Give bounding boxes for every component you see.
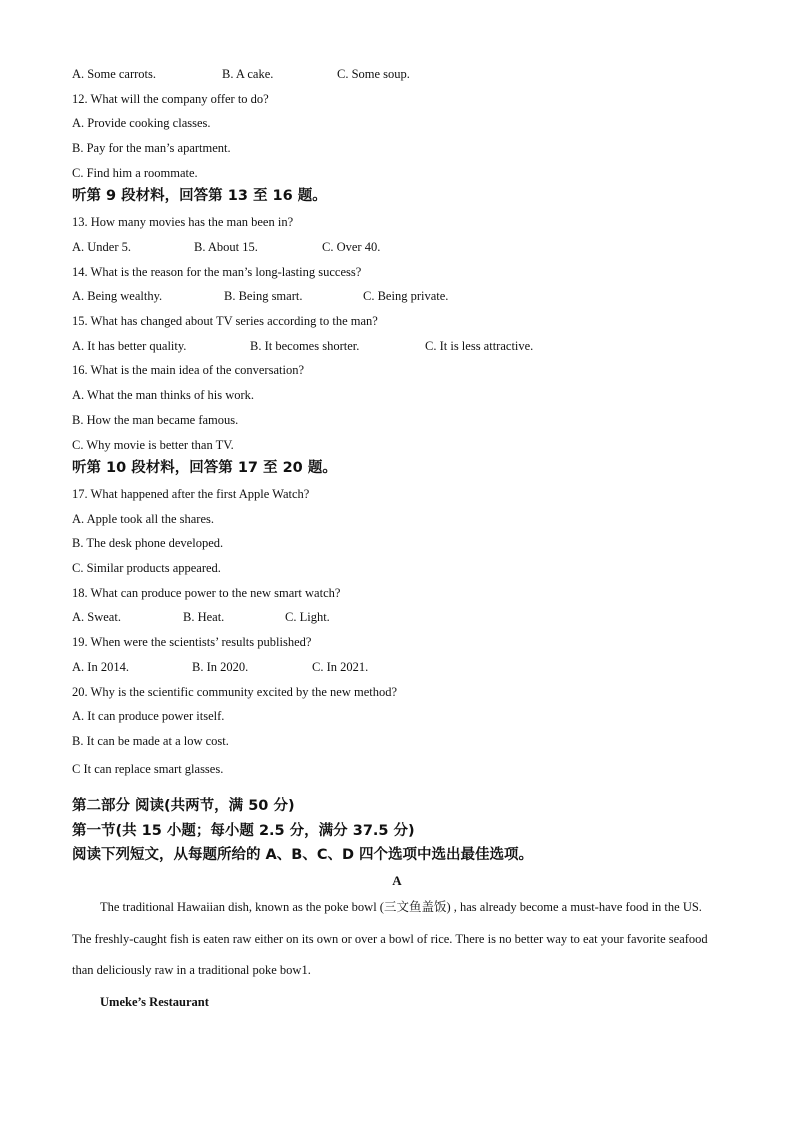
option-a: A. It can produce power itself. xyxy=(72,709,225,723)
passage-text: The traditional Hawaiian dish, known as the poke bowl (三文鱼盖饭) , has already become a must-have food in the US. The freshly-caught fish is eaten raw either on its own or over a bowl of rice. There is no better way to eat your favorite seafood than deliciously raw in a traditional poke bow1. xyxy=(72,900,708,977)
option-b: B. Heat. xyxy=(183,610,225,624)
section-heading: 第一节(共 15 小题；每小题 2.5 分，满分 37.5 分) xyxy=(72,823,415,839)
option-a: A. Sweat. xyxy=(72,610,121,624)
option-c: C. Similar products appeared. xyxy=(72,561,221,575)
question-17-stem: 17. What happened after the first Apple Watch? xyxy=(72,487,310,501)
section-heading-9: 听第 9 段材料，回答第 13 至 16 题。 xyxy=(72,188,327,204)
question-20-stem: 20. Why is the scientific community excited by the new method? xyxy=(72,685,398,699)
option-c: C. In 2021. xyxy=(312,660,369,674)
instruction: 阅读下列短文，从每题所给的 A、B、C、D 四个选项中选出最佳选项。 xyxy=(72,847,534,863)
option-b: B. It can be made at a low cost. xyxy=(72,734,229,748)
section-heading-10: 听第 10 段材料，回答第 17 至 20 题。 xyxy=(72,460,337,476)
option-a: A. What the man thinks of his work. xyxy=(72,388,255,402)
question-15-stem: 15. What has changed about TV series according to the man? xyxy=(72,314,378,328)
part-heading: 第二部分 阅读(共两节，满 50 分) xyxy=(72,798,295,814)
option-a: A. Apple took all the shares. xyxy=(72,512,214,526)
option-a: A. It has better quality. xyxy=(72,339,187,353)
option-a: A. In 2014. xyxy=(72,660,129,674)
option-b: B. In 2020. xyxy=(192,660,249,674)
question-13-stem: 13. How many movies has the man been in? xyxy=(72,215,294,229)
question-12-stem: 12. What will the company offer to do? xyxy=(72,92,269,106)
option-c: C. Being private. xyxy=(363,289,449,303)
option-a: A. Under 5. xyxy=(72,240,132,254)
option-a: A. Provide cooking classes. xyxy=(72,116,211,130)
question-16-stem: 16. What is the main idea of the conversation? xyxy=(72,363,304,377)
passage-paragraph xyxy=(72,892,724,987)
option-b: B. About 15. xyxy=(194,240,258,254)
option-c: C. It is less attractive. xyxy=(425,339,534,353)
option-c: C It can replace smart glasses. xyxy=(72,762,224,776)
option-b: B. Pay for the man’s apartment. xyxy=(72,141,231,155)
option-a: A. Being wealthy. xyxy=(72,289,163,303)
option-a: A. Some carrots. xyxy=(72,67,157,81)
question-19-stem: 19. When were the scientists’ results published? xyxy=(72,635,312,649)
option-b: B. A cake. xyxy=(222,67,274,81)
option-b: B. It becomes shorter. xyxy=(250,339,360,353)
option-c: C. Find him a roommate. xyxy=(72,166,198,180)
option-b: B. How the man became famous. xyxy=(72,413,239,427)
restaurant-subheading: Umeke’s Restaurant xyxy=(100,995,209,1009)
option-c: C. Some soup. xyxy=(337,67,410,81)
question-18-stem: 18. What can produce power to the new smart watch? xyxy=(72,586,341,600)
passage-label: A xyxy=(392,873,402,888)
option-c: C. Why movie is better than TV. xyxy=(72,438,234,452)
question-14-stem: 14. What is the reason for the man’s long-lasting success? xyxy=(72,265,362,279)
option-b: B. The desk phone developed. xyxy=(72,536,224,550)
option-c: C. Over 40. xyxy=(322,240,381,254)
option-b: B. Being smart. xyxy=(224,289,303,303)
option-c: C. Light. xyxy=(285,610,330,624)
